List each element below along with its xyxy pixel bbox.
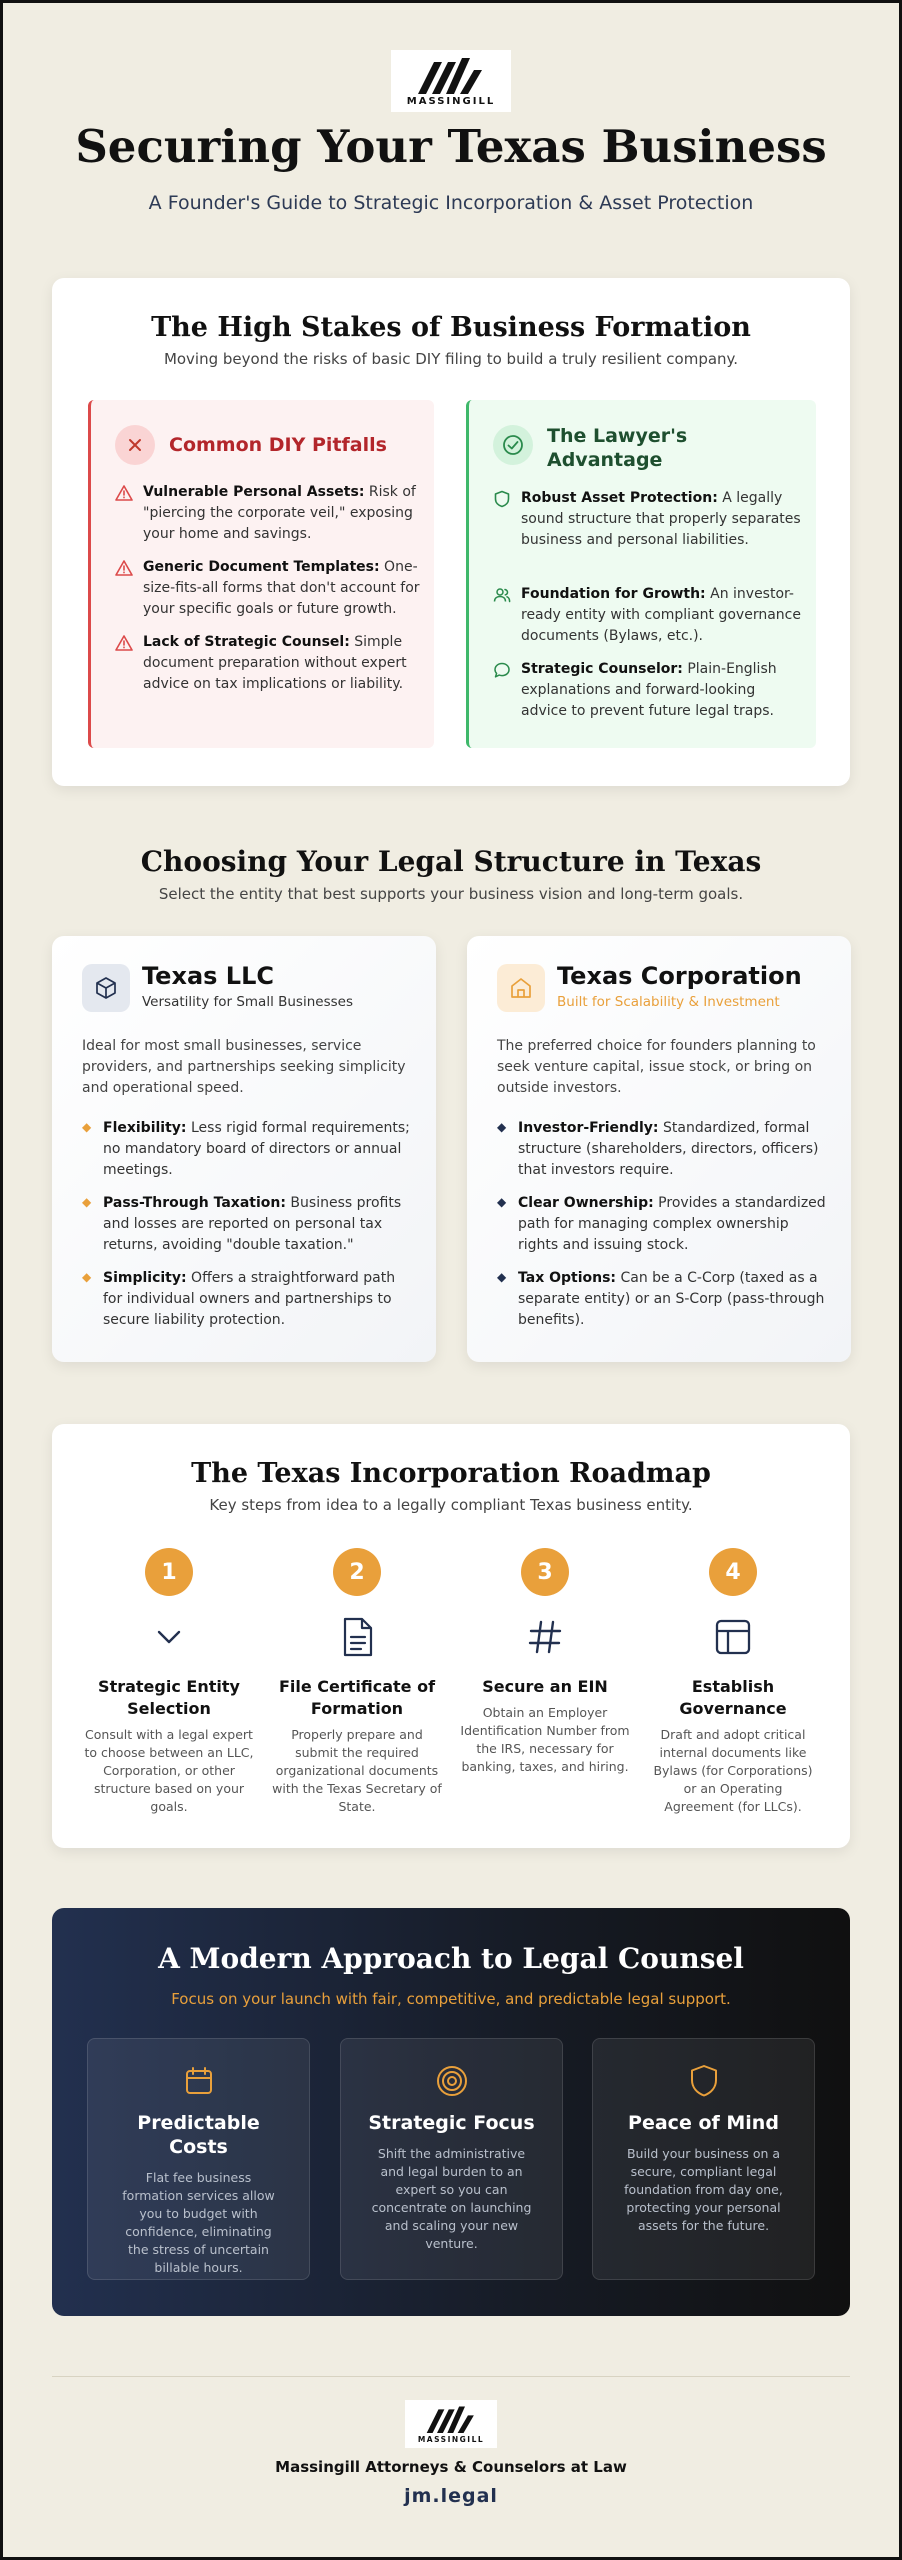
advantage-heading-line1: The Lawyer's bbox=[547, 425, 688, 447]
pitfalls-heading: Common DIY Pitfalls bbox=[169, 434, 387, 456]
step-description: Draft and adopt critical internal documents like Bylaws (for Corporations) or an Operating Agreement (for LLCs). bbox=[653, 1727, 813, 1814]
llc-bullet-bold: Simplicity: bbox=[103, 1270, 187, 1286]
logo-mark-icon bbox=[425, 2405, 477, 2433]
pitfall-text: Simple document preparation without expert advice on tax implications or liability. bbox=[143, 634, 407, 692]
feature-title: Strategic Focus bbox=[368, 2112, 535, 2134]
logo bbox=[391, 50, 511, 112]
hash-icon bbox=[522, 1614, 568, 1660]
corp-bullet bbox=[497, 1118, 831, 1181]
feature-description: Build your business on a secure, compliant legal foundation from day one, protecting your personal assets for the future. bbox=[624, 2146, 783, 2233]
advantage-text: A legally sound structure that properly separates business and personal liabilities. bbox=[521, 490, 801, 548]
stakes-title: The High Stakes of Business Formation bbox=[151, 312, 751, 343]
document-icon bbox=[334, 1614, 380, 1660]
firm-url-link[interactable]: jm.legal bbox=[404, 2485, 498, 2507]
corp-bullet-text: Standardized, formal structure (shareholders, directors, officers) that investors require. bbox=[518, 1120, 819, 1178]
shield-icon bbox=[493, 488, 521, 551]
check-circle-icon bbox=[493, 425, 533, 465]
step-number: 4 bbox=[709, 1548, 757, 1596]
advantage-bold: Robust Asset Protection: bbox=[521, 490, 718, 506]
calendar-icon bbox=[181, 2063, 217, 2099]
step-title: File Certificate of Formation bbox=[278, 1677, 436, 1718]
chat-icon bbox=[493, 659, 521, 722]
firm-name: Massingill Attorneys & Counselors at Law bbox=[275, 2458, 627, 2476]
llc-bullet-bold: Pass-Through Taxation: bbox=[103, 1195, 286, 1211]
diamond-icon: ◆ bbox=[82, 1120, 92, 1134]
modern-approach-section bbox=[52, 1908, 850, 2316]
llc-tagline: Versatility for Small Businesses bbox=[142, 994, 353, 1010]
advantage-item bbox=[493, 584, 803, 647]
diamond-icon: ◆ bbox=[82, 1195, 92, 1209]
pitfall-bold: Generic Document Templates: bbox=[143, 559, 380, 575]
roadmap-subtitle: Key steps from idea to a legally compliant Texas business entity. bbox=[209, 1496, 693, 1514]
llc-card bbox=[52, 936, 436, 1362]
footer-logo bbox=[405, 2400, 497, 2448]
feature-card bbox=[340, 2038, 563, 2280]
home-icon bbox=[497, 964, 545, 1012]
llc-bullet-bold: Flexibility: bbox=[103, 1120, 187, 1136]
advantage-panel bbox=[466, 400, 816, 748]
step-description: Consult with a legal expert to choose between an LLC, Corporation, or other structure based on your goals. bbox=[84, 1727, 254, 1814]
feature-card bbox=[592, 2038, 815, 2280]
x-icon bbox=[115, 425, 155, 465]
warning-icon bbox=[115, 632, 143, 695]
structure-title: Choosing Your Legal Structure in Texas bbox=[140, 845, 762, 878]
advantage-heading-line2: Advantage bbox=[547, 449, 663, 471]
step-title: Secure an EIN bbox=[482, 1677, 608, 1696]
roadmap-title: The Texas Incorporation Roadmap bbox=[191, 1458, 711, 1489]
roadmap-step bbox=[78, 1548, 260, 1816]
corp-card bbox=[467, 936, 851, 1362]
footer-divider bbox=[52, 2376, 850, 2377]
feature-description: Flat fee business formation services allow you to budget with confidence, eliminating the stress of uncertain billable hours. bbox=[122, 2170, 275, 2275]
corp-title: Texas Corporation bbox=[557, 962, 802, 990]
users-icon bbox=[493, 584, 521, 647]
pitfall-item bbox=[115, 482, 425, 545]
llc-title: Texas LLC bbox=[142, 962, 274, 990]
diamond-icon: ◆ bbox=[497, 1270, 507, 1284]
feature-card bbox=[87, 2038, 310, 2280]
logo-text: MASSINGILL bbox=[406, 95, 496, 107]
stakes-section bbox=[52, 278, 850, 786]
pitfalls-panel bbox=[88, 400, 434, 748]
pitfall-text: One-size-fits-all forms that don't account for your specific goals or future growth. bbox=[143, 559, 420, 617]
step-number: 2 bbox=[333, 1548, 381, 1596]
pitfall-bold: Vulnerable Personal Assets: bbox=[143, 484, 365, 500]
step-title: Strategic Entity Selection bbox=[98, 1677, 240, 1718]
llc-bullet-text: Business profits and losses are reported on personal tax returns, avoiding "double taxation." bbox=[103, 1195, 402, 1253]
diamond-icon: ◆ bbox=[497, 1195, 507, 1209]
roadmap-step bbox=[642, 1548, 824, 1816]
step-description: Obtain an Employer Identification Number from the IRS, necessary for banking, taxes, and hiring. bbox=[460, 1705, 630, 1774]
corp-bullet-bold: Investor-Friendly: bbox=[518, 1120, 659, 1136]
modern-subtitle: Focus on your launch with fair, competitive, and predictable legal support. bbox=[171, 1990, 731, 2008]
corp-tagline: Built for Scalability & Investment bbox=[557, 994, 780, 1010]
step-number: 1 bbox=[145, 1548, 193, 1596]
advantage-bold: Foundation for Growth: bbox=[521, 586, 706, 602]
page-title: Securing Your Texas Business bbox=[75, 120, 827, 173]
advantage-item bbox=[493, 659, 803, 722]
corp-bullet bbox=[497, 1193, 831, 1256]
cube-icon bbox=[82, 964, 130, 1012]
chevron-down-icon bbox=[146, 1614, 192, 1660]
advantage-text: An investor-ready entity with compliant governance documents (Bylaws, etc.). bbox=[521, 586, 801, 644]
advantage-bold: Strategic Counselor: bbox=[521, 661, 683, 677]
shield-icon bbox=[686, 2063, 722, 2099]
diamond-icon: ◆ bbox=[497, 1120, 507, 1134]
llc-bullet-text: Less rigid formal requirements; no mandatory board of directors or annual meetings. bbox=[103, 1120, 410, 1178]
structure-subtitle: Select the entity that best supports your business vision and long-term goals. bbox=[158, 885, 744, 903]
footer-logo-text: MASSINGILL bbox=[417, 2434, 485, 2444]
pitfall-item bbox=[115, 632, 425, 695]
modern-title: A Modern Approach to Legal Counsel bbox=[158, 1942, 744, 1975]
step-number: 3 bbox=[521, 1548, 569, 1596]
warning-icon bbox=[115, 557, 143, 620]
target-icon bbox=[434, 2063, 470, 2099]
llc-bullet-text: Offers a straightforward path for individual owners and partnerships to secure liability protection. bbox=[103, 1270, 396, 1328]
corp-bullet-bold: Clear Ownership: bbox=[518, 1195, 654, 1211]
layout-icon bbox=[710, 1614, 756, 1660]
feature-title: Peace of Mind bbox=[628, 2112, 779, 2134]
diamond-icon: ◆ bbox=[82, 1270, 92, 1284]
roadmap-step bbox=[266, 1548, 448, 1816]
pitfall-bold: Lack of Strategic Counsel: bbox=[143, 634, 350, 650]
feature-title: Predictable Costs bbox=[137, 2112, 260, 2158]
step-description: Properly prepare and submit the required organizational documents with the Texas Secretary of State. bbox=[272, 1727, 442, 1814]
llc-description: Ideal for most small businesses, service providers, and partnerships seeking simplicity and operational speed. bbox=[82, 1038, 406, 1096]
roadmap-step bbox=[454, 1548, 636, 1776]
corp-description: The preferred choice for founders planning to seek venture capital, issue stock, or bring on outside investors. bbox=[497, 1038, 816, 1096]
llc-bullet bbox=[82, 1193, 416, 1256]
corp-bullet bbox=[497, 1268, 831, 1331]
feature-description: Shift the administrative and legal burden to an expert so you can concentrate on launching and scaling your new venture. bbox=[371, 2146, 532, 2251]
llc-bullet bbox=[82, 1268, 416, 1331]
advantage-text: Plain-English explanations and forward-looking advice to prevent future legal traps. bbox=[521, 661, 777, 719]
corp-bullet-text: Can be a C-Corp (taxed as a separate entity) or an S-Corp (pass-through benefits). bbox=[518, 1270, 825, 1328]
corp-bullet-bold: Tax Options: bbox=[518, 1270, 617, 1286]
pitfall-item bbox=[115, 557, 425, 620]
advantage-item bbox=[493, 488, 803, 551]
warning-icon bbox=[115, 482, 143, 545]
pitfall-text: Risk of "piercing the corporate veil," exposing your home and savings. bbox=[143, 484, 416, 542]
corp-bullet-text: Provides a standardized path for managing complex ownership rights and issuing stock. bbox=[518, 1195, 826, 1253]
roadmap-section bbox=[52, 1424, 850, 1848]
step-title: Establish Governance bbox=[679, 1677, 787, 1718]
llc-bullet bbox=[82, 1118, 416, 1181]
page-subtitle: A Founder's Guide to Strategic Incorporation & Asset Protection bbox=[148, 192, 754, 214]
stakes-subtitle: Moving beyond the risks of basic DIY filing to build a truly resilient company. bbox=[163, 350, 739, 368]
logo-mark-icon bbox=[416, 56, 486, 94]
